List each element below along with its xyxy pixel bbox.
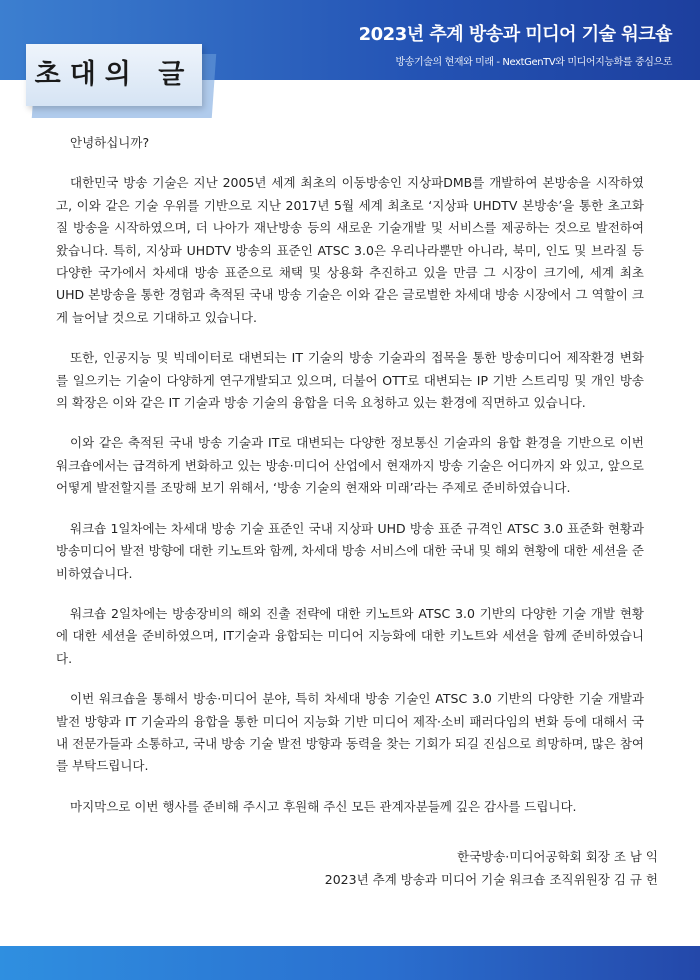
section-label: 초대의 글 [34, 59, 194, 90]
paragraph-6: 이번 워크숍을 통해서 방송·미디어 분야, 특히 차세대 방송 기술인 ATSC 3.0 기반의 다양한 기술 개발과 발전 방향과 IT 기술과의 융합을 통한 미디어 지능화 기반 미디어 제작·소비 패러다임의 변화 등에 대해서 국내 전문가들과 소통하고, 국내 방송 기술 발전 방향과 동력을 찾는 기회가 되길 진심으로 희망하며, 많은 참여를 부탁드립니다. [56, 691, 644, 774]
footer-band [0, 946, 700, 980]
signature-block [325, 845, 658, 891]
section-label-box [26, 44, 202, 106]
greeting: 안녕하십니까? [70, 135, 150, 150]
paragraph-3: 이와 같은 축적된 국내 방송 기술과 IT로 대변되는 다양한 정보통신 기술과의 융합 환경을 기반으로 이번 워크숍에서는 급격하게 변화하고 있는 방송·미디어 산업에서 현재까지 방송 기술은 어디까지 와 있고, 앞으로 어떻게 발전할지를 조망해 보기 위해서, ‘방송 기술의 현재와 미래’라는 주제로 준비하였습니다. [56, 435, 644, 496]
paragraph-7: 마지막으로 이번 행사를 준비해 주시고 후원해 주신 모든 관계자분들께 깊은 감사를 드립니다. [70, 798, 577, 814]
workshop-title: 2023년 추계 방송과 미디어 기술 워크숍 [358, 24, 672, 45]
workshop-subtitle: 방송기술의 현재와 미래 - NextGenTV와 미디어지능화를 중심으로 [395, 57, 672, 68]
paragraph-5: 워크숍 2일차에는 방송장비의 해외 진출 전략에 대한 키노트와 ATSC 3.0 기반의 다양한 기술 개발 현황에 대한 세션을 준비하였으며, IT기술과 융합되는 미디어 지능화에 대한 키노트와 세션을 함께 준비하였습니다. [56, 605, 644, 666]
signature-chair: 2023년 추계 방송과 미디어 기술 워크숍 조직위원장 김 규 헌 [324, 872, 658, 887]
paragraph-4: 워크숍 1일차에는 차세대 방송 기술 표준인 국내 지상파 UHD 방송 표준 규격인 ATSC 3.0 표준화 현황과 방송미디어 발전 방향에 대한 키노트와 함께, 차세대 방송 서비스에 대한 국내 및 해외 현황에 대한 세션을 준비하였습니다. [56, 520, 644, 581]
paragraph-1: 대한민국 방송 기술은 지난 2005년 세계 최초의 이동방송인 지상파DMB를 개발하여 본방송을 시작하였고, 이와 같은 기술 우위를 기반으로 지난 2017년 5월 세계 최초로 ‘지상파 UHDTV 본방송’을 통한 초고화질 방송을 시작하였으며, 더 나아가 재난방송 등의 새로운 기술개발 및 서비스를 제공하는 것으로 발전하여 왔습니다. 특히, 지상파 UHDTV 방송의 표준인 ATSC 3.0은 우리나라뿐만 아니라, 북미, 인도 및 브라질 등 다양한 국가에서 차세대 방송 표준으로 채택 및 상용화 추진하고 있을 만큼 그 시장이 크기에, 세계 최초 UHD 본방송을 통한 경험과 축적된 국내 방송 기술은 이와 같은 글로벌한 차세대 방송 시장에서 그 역할이 크게 늘어날 것으로 기대하고 있습니다. [56, 175, 644, 325]
signature-president: 한국방송·미디어공학회 회장 조 남 익 [457, 849, 658, 864]
letter-body [56, 132, 644, 836]
paragraph-2: 또한, 인공지능 및 빅데이터로 대변되는 IT 기술의 방송 기술과의 접목을 통한 방송미디어 제작환경 변화를 일으키는 기술이 다양하게 연구개발되고 있으며, 더불어 OTT로 대변되는 IP 기반 스트리밍 및 개인 방송의 확장은 이와 같은 IT 기술과 방송 기술의 융합을 더욱 요청하고 있는 환경에 직면하고 있습니다. [56, 350, 644, 411]
